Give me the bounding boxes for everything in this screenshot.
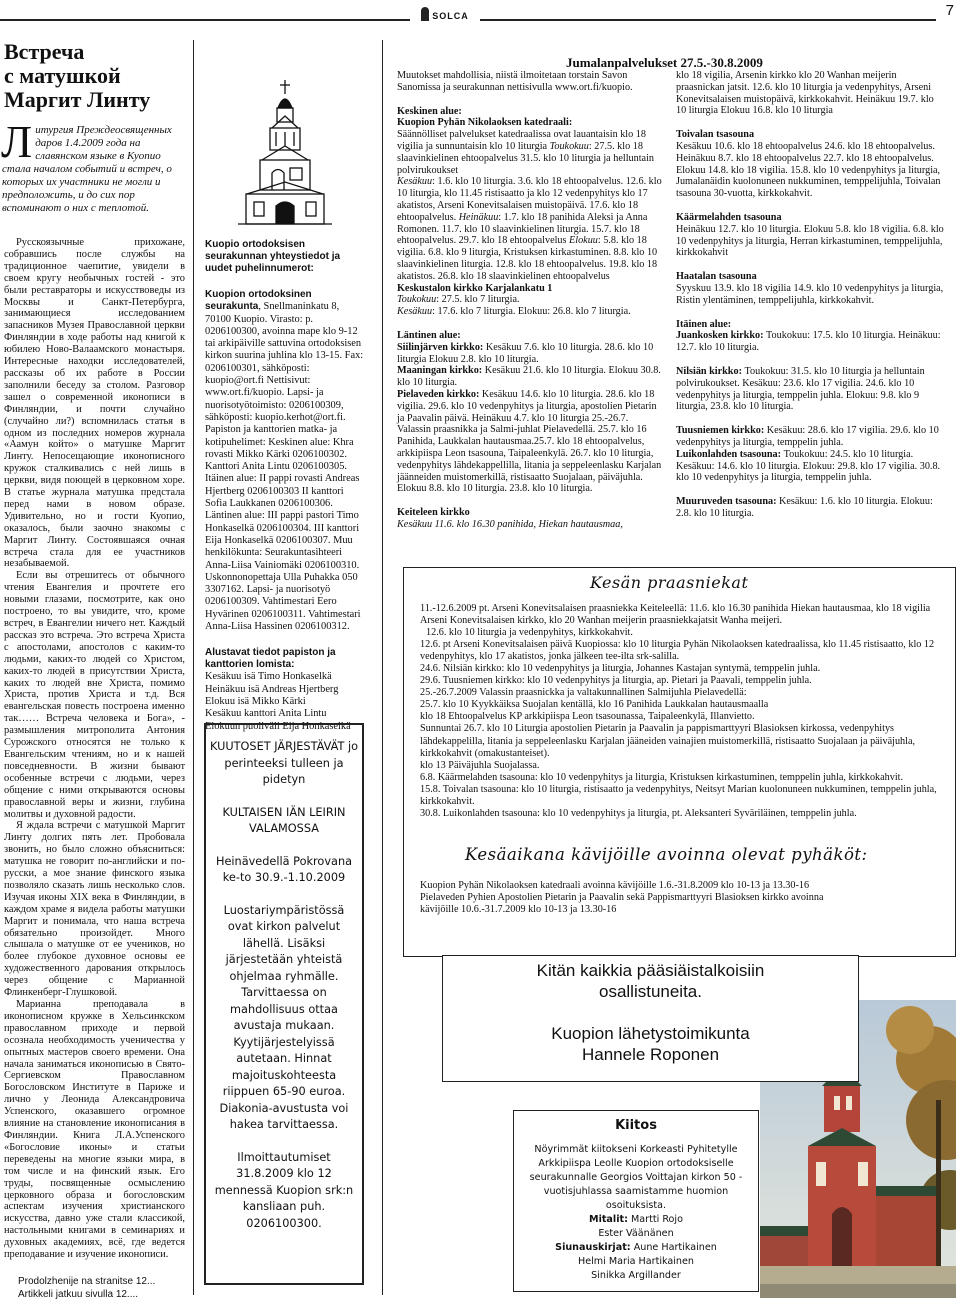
kuutoset-camp-name: KULTAISEN IÄN LEIRIN VALAMOSSA	[222, 805, 346, 835]
column-divider	[382, 40, 383, 1295]
church-name: Kuopion Pyhän Nikolaoksen katedraali:	[397, 117, 573, 129]
kiitos-medals: Mitalit: Martti Rojo	[589, 1214, 683, 1225]
kiitos-box	[513, 1110, 759, 1292]
parish-name: Kuopion ortodoksinen seurakunta	[205, 289, 312, 313]
praasniekat-line: 25.-26.7.2009 Valassin praasnickka ja valtakunnallinen Salmijuhla Pielavedellä:	[420, 687, 747, 699]
vacation-line: Heinäkuu isä Andreas Hjertberg	[205, 683, 339, 695]
praasniekat-line: 25.7. klo 10 Kyykkäiksa Suojalan kentällä, klo 16 Panihida Laukkalan hautausmaalla	[420, 699, 769, 711]
praasniekat-line: 15.8. Toivalan tsasouna: klo 10 liturgia, ristisaatto ja vedenpyhitys, Neitsyt Marian kuolonuneen nukkuminen, temppelin juhla, kirkkokahvit.	[420, 783, 937, 807]
page-number: 7	[945, 2, 954, 19]
article-paragraph: Русскоязычные прихожане, собравшись после службы на традиционное чаепитие, увидели в своем кругу необычных гостей - это были реставраторы и искусствоведы из Москвы и Санкт-Петербурга, занимающиеся исследованием запасников Музея Православной церкви Финляндии в ходе работы над книгой к юбилею Ново-Валаамского монастыря. Интересные находки исследователей, рассказы об их работе в России заполнили беседу за столом. Разговор зашел о современной иконописи в Финляндии, и почти случайно (случайно ли?) вспомнилась статья в одном из последних номеров журнала «Аамун който» о матушке Маргит Линту. Непосещающие иконописного кружок сталкивались с ней лишь в церкви, видя поющей в церковном хоре. В статье журнала матушка предстала перед нами в новом образе. Удивительно, но и гости Куопио, оказалось, были заочно знакомы с Маргит Линту. Состоявшаяся очная встреча стала для ее участников незабываемой.	[4, 237, 185, 570]
schedule-entry: Juankosken kirkko: Toukokuu: 17.5. klo 10 liturgia. Heinäkuu: 12.7. klo 10 liturgia.	[676, 330, 941, 354]
article-body	[0, 237, 188, 1261]
article-paragraph: Я ждала встречи с матушкой Маргит Линту долгих пять лет. Пробовала звонить, но было сложно объясниться: матушка не говорит по-английски и по-русски, а мое знание финского языка позволяло сказать лишь несколько слов. Изучая иконы XIX века в Финляндии, в каждом храме я видела работы матушки Маргит и понимала, что наша встреча обязательно произойдет. Много слышала о матушке от ее учеников, но более глубокое духовное основы ее художественного дарования открылось через общение с Марианной Флинкенберг-Глушковой.	[4, 820, 185, 999]
article-title-line: с матушкой	[4, 63, 121, 88]
kuutoset-registration: Ilmoittautumiset 31.8.2009 klo 12 mennessä Kuopion srk:n kansliaan puh. 0206100300.	[214, 1150, 354, 1230]
thanks-line: osallistuneita.	[598, 982, 702, 1001]
continued-fi: Artikkeli jatkuu sivulla 12....	[18, 1289, 139, 1300]
article-title	[0, 40, 188, 112]
continued-ru: Prodolzhenije na stranitse 12...	[18, 1276, 156, 1287]
vacation-line: Elokuu isä Mikko Kärki	[205, 695, 306, 707]
area-heading: Itäinen alue:	[676, 318, 732, 330]
schedule-entry: Säännölliset palvelukset katedraalissa ovat lauantaisin klo 18 vigilia ja sunnuntaisin klo 10 liturgia Toukokuu: 27.5. klo 18 slaavinkielinen ehtoopalvelus 31.5. klo 10 liturgia ja helluntain polvirukoukset	[397, 129, 654, 176]
continuation-note	[18, 1275, 155, 1301]
church-name: Haatalan tsasouna	[676, 271, 757, 283]
article-title-line: Маргит Линту	[4, 87, 151, 112]
drop-cap: Л	[1, 116, 33, 167]
schedule-column-left	[397, 70, 662, 531]
logo-text: SOLCA	[432, 11, 469, 21]
header-rule-left	[0, 19, 410, 21]
schedule-entry: Syyskuu 13.9. klo 18 vigilia 14.9. klo 10 vedenpyhitys ja liturgia, Ristin ylentäminen, temppelijuhla, kirkkokahvit.	[676, 282, 944, 306]
praasniekat-line: klo 18 Ehtoopalvelus KP arkkipiispa Leon tsasounassa, Taipaleenkylä, Illanvietto.	[420, 711, 755, 723]
schedule-title: Jumalanpalvelukset 27.5.-30.8.2009	[566, 55, 763, 70]
kiitos-text: Nöyrimmät kiitokseni Korkeasti Pyhitetylle Arkkipiispa Leolle Kuopion ortodoksiselle seurakunnalle Georgios Voittajan kirkon 50 -vuotisjuhlassa saamistamme huomion osoituksista.	[529, 1144, 743, 1211]
schedule-entry: Kesäkuu: 17.6. klo 7 liturgia. Elokuu: 26.8. klo 7 liturgia.	[397, 306, 631, 318]
church-illustration	[232, 78, 338, 228]
praasniekat-line: 6.8. Käärmelahden tsasouna: klo 10 vedenpyhitys ja liturgia, Kristuksen kirkastuminen, temppelin juhla, kirkkokahvit.	[420, 771, 904, 783]
article-column	[0, 40, 188, 1261]
church-dome-icon	[421, 7, 429, 21]
schedule-entry: Nilsiän kirkko: Toukokuu: 31.5. klo 10 liturgia ja helluntain polvirukoukset. Kesäkuu: 23.6. klo 17 vigilia. 24.6. klo 10 vedenpyhitys ja liturgia, temppelin juhla. Elokuu: 9.8. klo 9 liturgia, 23.8. klo 10 liturgia.	[676, 365, 925, 413]
schedule-entry: Siilinjärven kirkko: Kesäkuu 7.6. klo 10 liturgia. 28.6. klo 10 liturgia Elokuu 2.8. klo 10 liturgia.	[397, 341, 654, 365]
schedule-entry: klo 18 vigilia, Arsenin kirkko klo 20 Wanhan meijerin praasnickan jatsit. 12.6. klo 10 liturgia ja vedenpyhitys, Arseni Konevitsalaisen muistopäivä, kirkkokahvit. Heinäkuu 19.7. klo 10 liturgia Elokuu 16.8. klo 10 liturgia	[676, 70, 934, 117]
vacation-line: Kesäkuu kanttori Anita Lintu	[205, 708, 327, 720]
open-churches-list	[420, 880, 945, 916]
contacts-text	[205, 289, 365, 633]
schedule-entry: Luikonlahden tsasouna: Toukokuu: 24.5. klo 10 liturgia. Kesäkuu: 14.6. klo 10 liturgia. Elokuu: 29.8. klo 17 vigilia. 30.8. klo 10 vedenpyhitys ja liturgia, temppelin juhla.	[676, 448, 941, 484]
kuutoset-details: Luostariympäristössä ovat kirkon palvelut lähellä. Lisäksi järjestetään yhteistä ohjelmaa ryhmälle. Tarvittaessa on mahdollisuus ottaa avustaja mukaan. Kyytijärjestelyissä autetaan. Hinnat majoituskohteesta riippuen 65-90 euroa. Diakonia-avustusta voi hakea tarvittaessa.	[219, 903, 349, 1131]
article-title-line: Встреча	[4, 39, 85, 64]
open-churches-line: kävijöille 10.6.-31.7.2009 klo 10-13 ja 13.30-16	[420, 904, 617, 916]
kiitos-title: Kiitos	[615, 1118, 657, 1133]
article-paragraph: Если вы отрешитесь от обычного чтения Евангелия и прочтете его новыми глазами, посмотрите, как оно построено, то вы увидите, что, кроме встреч, в Евангелии ничего нет. Каждый рассказ это встреча. Это встреча Христа с апостолами, апостолов с каким-то людьми, каких-то людей со Христом, каких-то людей в присутствии Христа, каких то людей вне Христа, помимо Христа, против Христа и т.д. Вся евангельская повесть построена именно так…… Встреча человека и Бога», - размышления митрополита Антония Сурожского относятся не только к Евангельским чтениям, но и к нашей повседневности. В жизни бывают особенные встречи с людьми, через общение с ними открываются основы православной веры и жизни, глубина молитвы и духовной радости.	[4, 570, 185, 820]
kuutoset-intro: KUUTOSET JÄRJESTÄVÄT jo perinteeksi tulleen ja pidetyn	[210, 740, 359, 786]
praasniekat-line: 11.-12.6.2009 pt. Arseni Konevitsalaisen praasniekka Keiteleellä: 11.6. klo 16.30 panihida Hiekan hautausmaa, klo 18 vigilia Arseni Konevitsalaisen kirkko, klo 20 Wanhan meijerin praasniekkajatsit Wanha meijeri.	[420, 603, 931, 627]
praasniekat-line: 30.8. Luikonlahden tsasouna: klo 10 vedenpyhitys ja liturgia, pt. Aleksanteri Syväriläinen, temppelin juhla.	[420, 807, 857, 819]
praasniekat-line: 24.6. Nilsiän kirkko: klo 10 vedenpyhitys ja liturgia, Johannes Kastajan syntymä, temppelin juhla.	[420, 663, 821, 675]
praasniekat-line: 12.6. pt Arseni Konevitsalaisen päivä Kuopiossa: klo 10 liturgia Pyhän Nikolaoksen katedraalissa, klo 11.45 ristisaatto, klo 12 vedenpyhitys, klo 17 akatistos, jonka jälkeen tee-ilta srk-salilla.	[420, 639, 935, 663]
thanks-line: Hannele Roponen	[581, 1045, 720, 1064]
schedule-entry: Muuruveden tsasouna: Kesäkuu: 1.6. klo 10 liturgia. Elokuu: 2.8. klo 10 liturgia.	[676, 496, 933, 519]
schedule-entry: Maaningan kirkko: Kesäkuu 21.6. klo 10 liturgia. Elokuu 30.8. klo 10 liturgia.	[397, 365, 661, 389]
kuutoset-dates: Heinävedellä Pokrovana ke-to 30.9.-1.10.2009	[215, 854, 353, 884]
schedule-entry: Kesäkuu 11.6. klo 16.30 panihida, Hiekan hautausmaa,	[397, 518, 623, 530]
masthead-logo	[415, 1, 475, 21]
schedule-entry: Toukokuu: 27.5. klo 7 liturgia.	[397, 294, 520, 306]
lead-text: итургия Преждеосвященных даров 1.4.2009 года на славянском языке в Куопио стала началом событий и встреч, о которых их участники не могли и предположить, и до сих пор вспоминают о них с теплотой.	[2, 124, 172, 214]
praasniekat-list	[420, 603, 945, 820]
schedule-entry: Pielaveden kirkko: Kesäkuu 14.6. klo 10 liturgia. 28.6. klo 18 vigilia. 29.6. klo 10 vedenpyhitys ja liturgia, apostolien Pietarin ja Paavalin päivä. Heinäkuu 4.7. klo 10 liturgia 25.-26.7. Valassin praasnikka ja Salmi-juhlat Pielavedellä. 25.7. klo 16 Panihida, Laukkalan hautausmaa.25.7. klo 18 ehtoopalvelus, arkkipiispa Leon tsasouna, Taipaleenkylä. 26.7. klo 10 liturgia, vedenpyhitys lähdekappellilla, litania ja seppeleenlasku Karjalan jäänneiden muistomerkillä, ristisaatto Suojalaan, päiväjuhla. Elokuu 8.8. klo 10 liturgia. 23.8. klo 10 liturgia.	[397, 388, 662, 495]
schedule-intro: Muutokset mahdollisia, niistä ilmoitetaan torstain Savon Sanomissa ja seurakunnan nettisivulla www.ort.fi/kuopio.	[397, 70, 633, 93]
article-paragraph: Марианна преподавала в иконописном кружке в Хельсинкском православном приходе и первой осознала необходимость ученичества у опытных мастеров своего времени. Она начала заниматься иконописью в Свято-Сергиевском Православном Богословском Институте в Париже и лично у Леонида Александровича Успенского, оказавшего огромное влияние на становление иконописания в Финляндии. Книга Л.А.Успенского «Богословие иконы» и статьи переведены на многие языки мира, в том числе и на финский язык. Его труды, посвященные осмыслению церковного образа и богословским аспектам изучения христианского искусства, давно уже стали классикой, настольными книгами в семинариях и духовных академиях, всё, где ведется преподавание и изучение иконописи.	[4, 999, 185, 1261]
thanks-line: Kuopion lähetystoimikunta	[551, 1024, 750, 1043]
vacation-line: Elokuun puoliväli Eija Honkaselkä	[205, 720, 351, 732]
church-name: Käärmelahden tsasouna	[676, 211, 782, 223]
schedule-entry: Kesäkuu 10.6. klo 18 ehtoopalvelus 24.6. klo 18 ehtoopalvelus. Heinäkuu 8.7. klo 18 ehtoopalvelus 22.7. klo 18 ehtoopalvelus. Elokuu 14.8. klo 18 vigilia. 15.8. klo 10 vedenpyhitys ja liturgia, Jumalanäidin kuolonuneen nukkuminen, temppelijuhla, Toivalan tsasouna 30-vuotta, kirkkokahvit.	[676, 140, 941, 200]
schedule-entry: Kesäkuu: 1.6. klo 10 liturgia. 3.6. klo 18 ehtoopalvelus. 12.6. klo 10 liturgia, klo 11.45 ristisaatto ja klo 12 vedenpyhitys klo 17 akatistos, Arseni Konevitsalaisen muistopäivä. 17.6. klo 18 ehtoopalvelus. Heinäkuu: 1.7. klo 18 panihida Aleksi ja Anna Romonen. 11.7. klo 10 slaavinkielinen liturgia. 15.7. klo 18 ehtoopalvelus. 29.7. klo 18 ehtoopalvelus Elokuu: 5.8. klo 18 vigilia. 6.8. klo 9 liturgia, Kristuksen kirkastuminen. 8.8. klo 10 slaavinkielinen liturgia. 12.8. klo 18 ehtoopalvelus. 19.8. klo 18 akatistos. 26.8. klo 18 slaavinkielinen ehtoopalvelus	[397, 176, 662, 282]
area-heading: Läntinen alue:	[397, 329, 461, 341]
church-name: Toivalan tsasouna	[676, 129, 755, 141]
open-churches-line: Kuopion Pyhän Nikolaoksen katedraali avoinna kävijöille 1.6.-31.8.2009 klo 10-13 ja 13.30-16	[420, 880, 810, 891]
contacts-column	[205, 239, 365, 733]
praasniekat-title: Kesän praasniekat	[590, 573, 749, 592]
vacation-line: Kesäkuu isä Timo Honkaselkä	[205, 671, 332, 683]
article-lead	[0, 116, 188, 215]
kiitos-book-recipient: Helmi Maria Hartikainen	[578, 1256, 694, 1267]
open-churches-title: Kesäaikana kävijöille avoinna olevat pyhäköt:	[465, 845, 868, 864]
praasniekat-line: 12.6. klo 10 liturgia ja vedenpyhitys, kirkkokahvit.	[426, 627, 633, 639]
schedule-entry: Tuusniemen kirkko: Kesäkuu: 28.6. klo 17 vigilia. 29.6. klo 10 vedenpyhitys ja liturgia, temppelin juhla.	[676, 425, 939, 448]
church-name: Keskustalon kirkko Karjalankatu 1	[397, 282, 553, 294]
schedule-column-right	[676, 70, 944, 520]
open-churches-line: Pielaveden Pyhien Apostolien Pietarin ja Paavalin sekä Pappismarttyyri Blasioksen kirkko avoinna	[420, 892, 824, 904]
thanks-helpers-box	[442, 955, 859, 1082]
column-divider	[193, 40, 194, 1295]
header-rule-right	[480, 19, 936, 21]
kuutoset-camp-box	[204, 720, 364, 1285]
schedule-entry: Heinäkuu 12.7. klo 10 liturgia. Elokuu 5.8. klo 18 vigilia. 6.8. klo 10 vedenpyhitys ja liturgia, Herran kirkastuminen, temppelijuhla, kirkkokahvit	[676, 223, 944, 259]
vacation-heading: Alustavat tiedot papiston ja kanttorien lomista:	[205, 647, 336, 671]
area-heading: Keskinen alue:	[397, 105, 462, 117]
kiitos-books: Siunauskirjat: Aune Hartikainen	[555, 1242, 717, 1253]
contacts-heading: Kuopio ortodoksisen seurakunnan yhteystiedot ja uudet puhelinnumerot:	[205, 239, 341, 274]
praasniekat-line: klo 13 Päiväjuhla Suojalassa.	[420, 759, 540, 771]
thanks-line: Kitän kaikkia pääsiäistalkoisiin	[536, 961, 765, 980]
kiitos-book-recipient: Sinikka Argillander	[591, 1270, 681, 1281]
praasniekat-line: Sunnuntai 26.7. klo 10 Liturgia apostolien Pietarin ja Paavalin ja pappismarttyyri Blasioksen kirkossa, vedenpyhitys lähdekappelilla, litania ja seppeleenlasku Karjalan jääneiden vainajien muistomerkillä, ristisaatto Suojalaan ja päiväjuhla, kirkkokahvit (omakustanteiset).	[420, 723, 916, 759]
church-name: Keiteleen kirkko	[397, 507, 470, 519]
praasniekat-line: 29.6. Tuusniemen kirkko: klo 10 vedenpyhitys ja liturgia, ap. Pietari ja Paavali, temppelin juhla.	[420, 675, 812, 687]
kiitos-medal-recipient: Ester Väänänen	[598, 1228, 674, 1239]
contacts-body: , Snellmaninkatu 8, 70100 Kuopio. Virasto: p. 0206100300, avoinna mape klo 9-12 tai arkipäiville sattuvina ortodoksisen kirkon suurina juhlina klo 13-15. Fax: 0206100301, sähköposti: kuopio@ort.fi Nettisivut: www.ort.fi/kuopio. Lapsi- ja nuorisotyötoimisto: 0206100309, sähköposti: kuopio.kerhot@ort.fi. Papiston ja kanttorien matka- ja kotipuhelimet: Keskinen alue: Khra rovasti Mikko Kärki 0206100302. Kanttori Anita Lintu 0206100305. Itäinen alue: II pappi rovasti Andreas Hjertberg 0206100303 II kanttori Sofia Laukkanen 0206100306. Läntinen alue: III pappi pastori Timo Honkaselkä 0206100304. III kanttori Eija Honkaselkä 0206100307. Muu henkilökunta: Seurakuntasihteeri Anna-Liisa Vainiomäki 0206100310. Uskonnonopettaja Ulla Puhakka 050 3307162. Lapsi- ja nuorisotyö 0206100309. Vahtimestari Eero Hyvärinen 0206100311. Vahtimestari Anna-Liisa Hassinen 0206100312.	[205, 301, 364, 633]
